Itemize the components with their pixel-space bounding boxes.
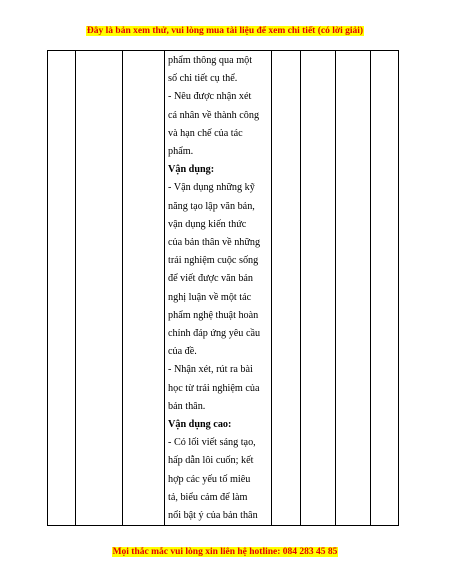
heading-van-dung-cao: Vận dụng cao:	[168, 419, 232, 431]
text-line: chỉnh đáp ứng yêu cầu	[168, 328, 261, 340]
hotline-footer-text: Mọi thắc mắc vui lòng xin liên hệ hotline: 084 283 45 85	[112, 547, 338, 557]
text-line: - Nhận xét, rút ra bài	[168, 364, 253, 376]
text-line: để viết được văn bản	[168, 273, 254, 285]
text-line: học từ trải nghiệm của	[168, 382, 260, 394]
text-line: nổi bật ý của bản thân	[168, 510, 258, 522]
text-line: phẩm.	[168, 146, 194, 158]
table-cell-content	[165, 51, 272, 526]
table-cell-empty	[272, 51, 301, 526]
text-line: bản thân.	[168, 400, 206, 412]
text-line: vận dụng kiến thức	[168, 218, 247, 230]
table-cell-empty	[48, 51, 76, 526]
table-cell-empty	[76, 51, 123, 526]
heading-van-dung: Vận dụng:	[168, 164, 215, 176]
text-line: số chi tiết cụ thể.	[168, 73, 238, 85]
text-line: - Vận dụng những kỹ	[168, 182, 255, 194]
text-line: hợp các yếu tố miêu	[168, 473, 251, 485]
document-table	[47, 50, 399, 526]
text-line: - Nêu được nhận xét	[168, 91, 252, 103]
hotline-footer	[0, 547, 450, 557]
preview-banner-text: Đây là bản xem thử, vui lòng mua tài liệu để xem chi tiết (có lời giải)	[86, 26, 364, 36]
table-row	[48, 51, 399, 526]
text-line: cá nhân về thành công	[168, 109, 260, 121]
text-line: phẩm thông qua một	[168, 55, 253, 66]
text-line: tả, biểu cảm để làm	[168, 491, 248, 503]
cell-text	[165, 51, 271, 525]
preview-banner	[0, 26, 450, 36]
text-line: năng tạo lập văn bản,	[168, 200, 255, 212]
table-cell-empty	[371, 51, 399, 526]
text-line: và hạn chế của tác	[168, 127, 243, 139]
text-line: hấp dẫn lôi cuốn; kết	[168, 455, 254, 467]
text-line: của bản thân về những	[168, 237, 261, 249]
table-cell-empty	[336, 51, 371, 526]
text-line: phẩm nghệ thuật hoàn	[168, 309, 259, 321]
table-cell-empty	[301, 51, 336, 526]
text-line: trải nghiệm cuộc sống	[168, 255, 259, 267]
text-line: - Có lối viết sáng tạo,	[168, 437, 256, 449]
text-line: của đề.	[168, 346, 197, 358]
table-cell-empty	[123, 51, 165, 526]
text-line: nghị luận về một tác	[168, 291, 252, 303]
